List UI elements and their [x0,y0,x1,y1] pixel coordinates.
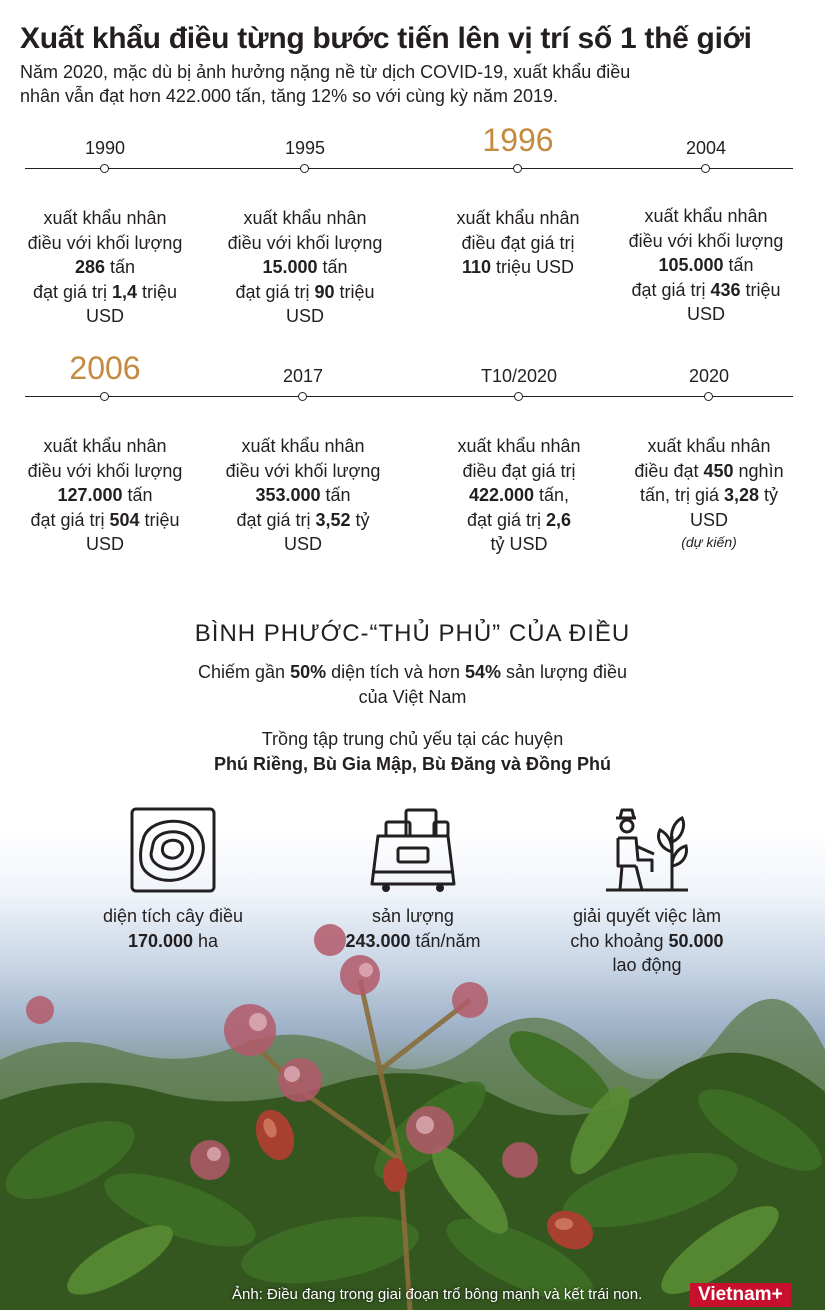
timeline-description: xuất khẩu nhân điều với khối lượng 105.000 tấn đạt giá trị 436 triệu USD [628,206,784,324]
timeline-item-2020 [614,348,804,552]
land-map-icon [129,806,217,894]
photo-caption: Ảnh: Điều đang trong giai đoạn trổ bông mạnh và kết trái non. [232,1286,643,1303]
section-districts-text: Trồng tập trung chủ yếu tại các huyện Phú Riềng, Bù Gia Mập, Bù Đăng và Đồng Phú [213,729,611,774]
vietnamplus-logo: Vietnam+ [690,1283,791,1307]
weighing-scale-icon [368,806,458,894]
timeline-year: T10/2020 [480,366,558,386]
timeline-year: 1995 [284,138,326,158]
page-subtitle: Năm 2020, mặc dù bị ảnh hưởng nặng nề từ dịch COVID-19, xuất khẩu điều nhân vẫn đạt hơn 422.000 tấn, tăng 12% so với cùng kỳ năm 2019. [20,62,631,106]
timeline-dot [704,392,713,401]
timeline-item-2006 [10,348,200,557]
timeline-item-1990 [10,120,200,329]
timeline-description: xuất khẩu nhân điều với khối lượng 286 tấn đạt giá trị 1,4 triệu USD [27,208,183,326]
farmer-plant-icon [602,806,692,894]
timeline-year: 2020 [688,366,730,386]
timeline-row-1 [0,120,825,360]
timeline-dot [300,164,309,173]
timeline-year: 2004 [685,138,727,158]
page-title: Xuất khẩu điều từng bước tiến lên vị trí số 1 thế giới [20,22,752,55]
section-share-text: Chiếm gần 50% diện tích và hơn 54% sản lượng điều của Việt Nam [198,662,627,707]
section-title: BÌNH PHƯỚC-“THỦ PHỦ” CỦA ĐIỀU [194,620,631,647]
timeline-year: 1990 [84,138,126,158]
timeline-dot [100,392,109,401]
timeline-description: xuất khẩu nhân điều đạt giá trị 110 triệu USD [456,208,580,277]
timeline-year-highlight: 1996 [482,122,554,158]
timeline-item-1995 [210,120,400,329]
timeline-description: xuất khẩu nhân điều đạt giá trị 422.000 tấn, đạt giá trị 2,6 tỷ USD [457,436,581,554]
timeline-dot [298,392,307,401]
timeline-row-2 [0,348,825,588]
forecast-note: (dự kiến) [681,534,737,550]
timeline-description: xuất khẩu nhân điều đạt 450 nghìn tấn, trị giá 3,28 tỷ USD (dự kiến) [614,434,804,552]
stat-jobs [527,806,767,978]
timeline-year-highlight: 2006 [69,350,141,386]
stat-jobs-text: giải quyết việc làm cho khoảng 50.000 lao động [570,906,724,975]
stat-area [53,806,293,953]
timeline-dot [100,164,109,173]
timeline-description: xuất khẩu nhân điều với khối lượng 127.000 tấn đạt giá trị 504 triệu USD [27,436,183,554]
stat-area-text: diện tích cây điều 170.000 ha [102,906,244,951]
timeline-dot [701,164,710,173]
timeline-dot [513,164,522,173]
timeline-item-1996 [423,120,613,280]
timeline-description: xuất khẩu nhân điều với khối lượng 15.000 tấn đạt giá trị 90 triệu USD [227,208,383,326]
timeline-description: xuất khẩu nhân điều với khối lượng 353.000 tấn đạt giá trị 3,52 tỷ USD [225,436,381,554]
timeline-item-t10-2020 [424,348,614,557]
timeline-dot [514,392,523,401]
timeline-year: 2017 [282,366,324,386]
stat-output-text: sản lượng 243.000 tấn/năm [345,906,481,951]
timeline-item-2004 [611,120,801,327]
timeline-item-2017 [208,348,398,557]
stat-output [293,806,533,953]
